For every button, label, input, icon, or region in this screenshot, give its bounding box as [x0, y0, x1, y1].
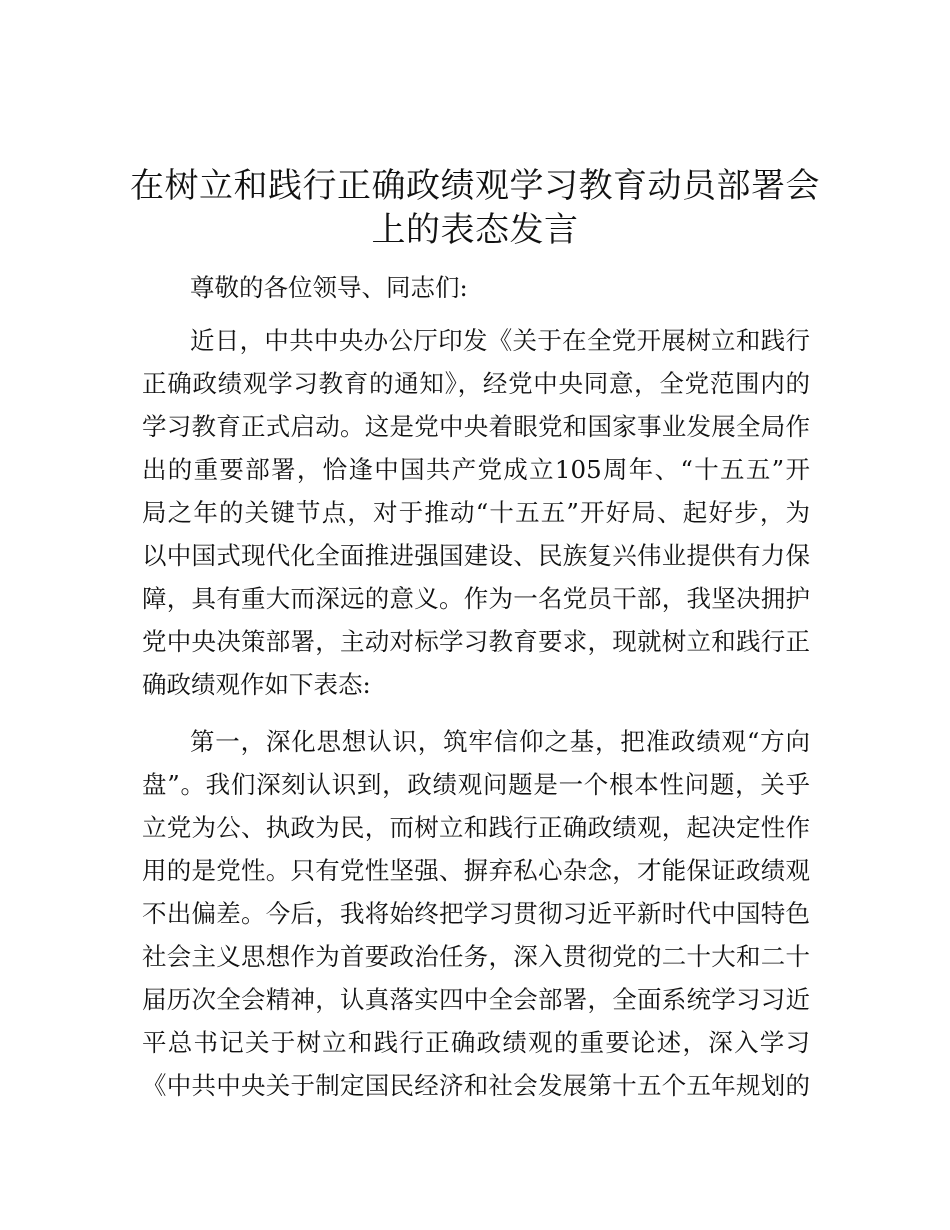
salutation: 尊敬的各位领导、同志们:	[190, 273, 468, 302]
paragraph-line: 出的重要部署，恰逢中国共产党成立105周年、“十五五”开	[142, 455, 810, 484]
paragraph-line: 用的是党性。只有党性坚强、摒弃私心杂念，才能保证政绩观	[142, 856, 810, 885]
paragraph-line: 立党为公、执政为民，而树立和践行正确政绩观，起决定性作	[142, 813, 810, 842]
paragraph-line: 平总书记关于树立和践行正确政绩观的重要论述，深入学习	[142, 1028, 810, 1057]
paragraph-line: 确政绩观作如下表态:	[142, 670, 371, 699]
paragraph-line: 学习教育正式启动。这是党中央着眼党和国家事业发展全局作	[142, 412, 810, 441]
paragraph-line: 届历次全会精神，认真落实四中全会部署，全面系统学习习近	[142, 985, 810, 1014]
paragraph-line: 《中共中央关于制定国民经济和社会发展第十五个五年规划的	[142, 1071, 810, 1100]
paragraph-line: 党中央决策部署，主动对标学习教育要求，现就树立和践行正	[142, 627, 810, 656]
paragraph-line: 正确政绩观学习教育的通知》，经党中央同意，全党范围内的	[142, 369, 810, 398]
paragraph-line: 第一，深化思想认识，筑牢信仰之基，把准政绩观“方向	[190, 727, 810, 756]
document-title	[120, 164, 830, 252]
paragraph-line: 近日，中共中央办公厅印发《关于在全党开展树立和践行	[190, 326, 810, 355]
paragraph-line: 盘”。我们深刻认识到，政绩观问题是一个根本性问题，关乎	[142, 770, 810, 799]
document-title-line-2: 上的表态发言	[371, 210, 579, 250]
paragraph-line: 局之年的关键节点，对于推动“十五五”开好局、起好步，为	[142, 498, 810, 527]
document-title-line-1: 在树立和践行正确政绩观学习教育动员部署会	[130, 166, 820, 206]
paragraph-line: 障，具有重大而深远的意义。作为一名党员干部，我坚决拥护	[142, 584, 810, 613]
paragraph-line: 不出偏差。今后，我将始终把学习贯彻习近平新时代中国特色	[142, 899, 810, 928]
paragraph-line: 以中国式现代化全面推进强国建设、民族复兴伟业提供有力保	[142, 541, 810, 570]
paragraph-line: 社会主义思想作为首要政治任务，深入贯彻党的二十大和二十	[142, 942, 810, 971]
